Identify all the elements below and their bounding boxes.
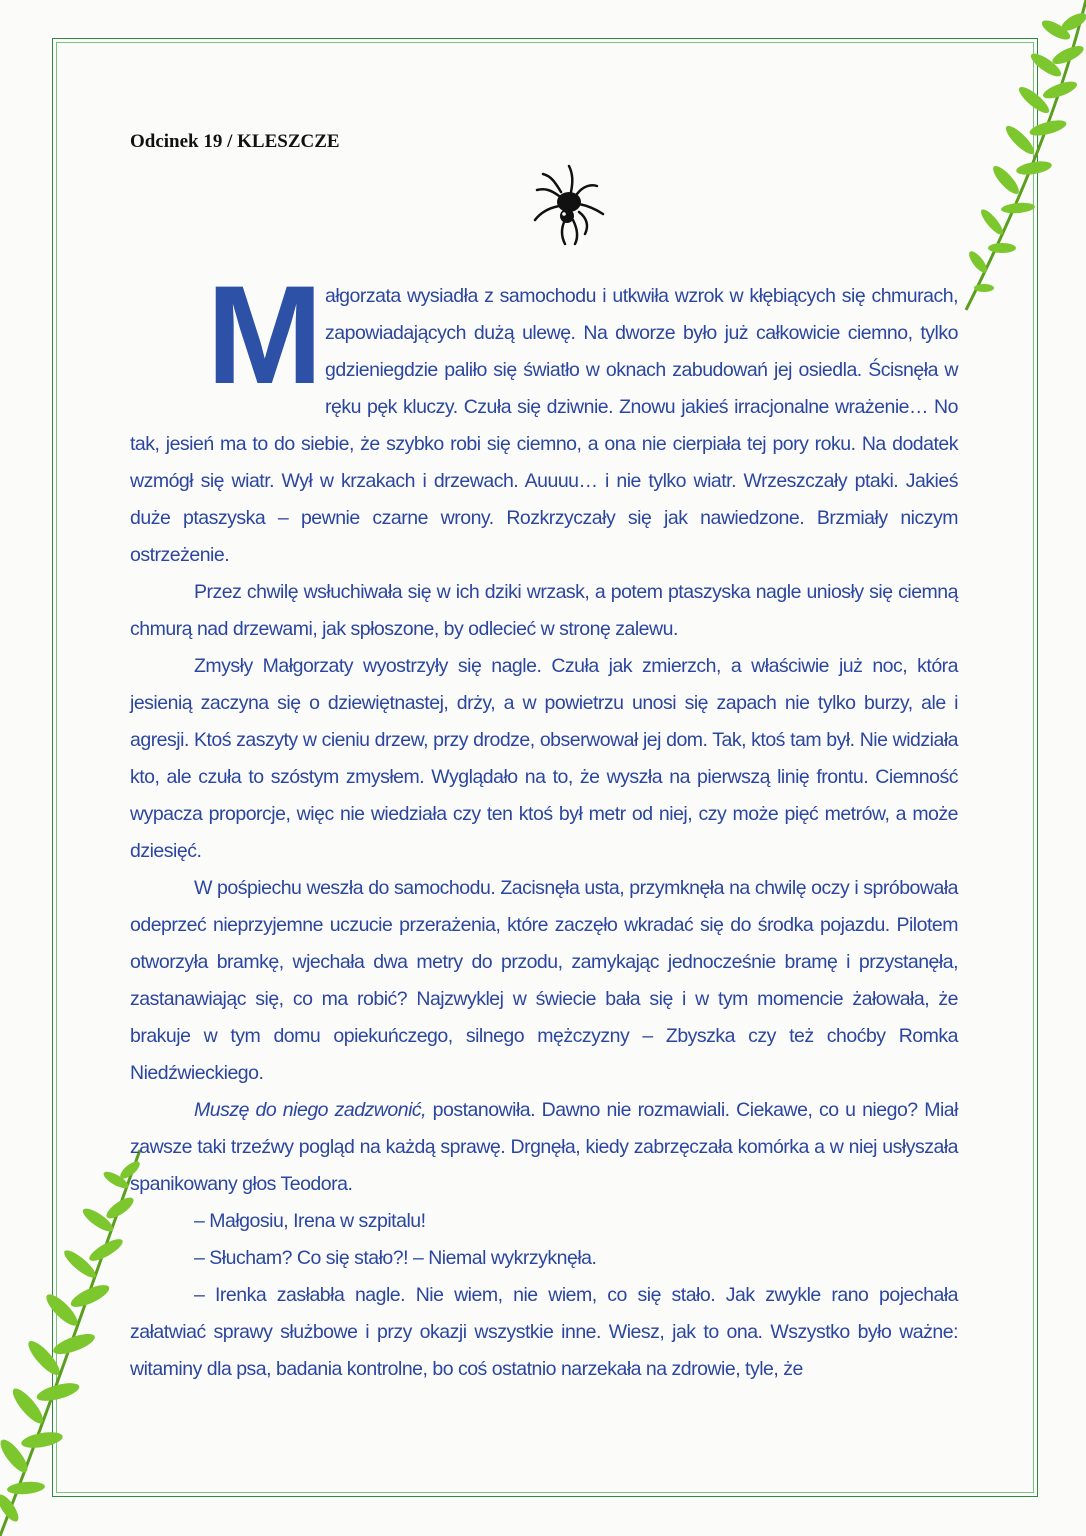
drop-cap: M — [206, 256, 319, 413]
dialogue-line: – Irenka zasłabła nagle. Nie wiem, nie wiem, co się stało. Jak zwykle rano pojechała załatwiać sprawy służbowe i przy okazji wszystkie inne. Wiesz, jak to ona. Wszystko było ważne: witaminy dla psa, badania kontrolne, bo coś ostatnio narzekała na zdrowie, tyle, że — [130, 1284, 958, 1380]
paragraph-text: ałgorzata wysiadła z samochodu i utkwiła wzrok w kłębiących się chmurach, zapowiadających dużą ulewę. Na dworze było już całkowicie ciemno, tylko gdzieniegdzie paliło się światło w oknach zabudowań jej osiedla. Ścisnęła w ręku pęk kluczy. Czuła się dziwnie. Znowu jakieś irracjonalne wrażenie… No tak, jesień ma to do siebie, że szybko robi się ciemno, a ona nie cierpiała tej pory roku. Na dodatek wzmógł się wiatr. Wył w krzakach i drzewach. Auuuu… i nie tylko wiatr. Wrzeszczały ptaki. Jakieś duże ptaszyska – pewnie czarne wrony. Rozkrzyczały się jak nawiedzone. Brzmiały niczym ostrzeżenie. — [130, 285, 958, 566]
paragraph: Przez chwilę wsłuchiwała się w ich dziki wrzask, a potem ptaszyska nagle uniosły się ciemną chmurą nad drzewami, jak spłoszone, by odlecieć w stronę zalewu. — [130, 581, 958, 640]
paragraph: W pośpiechu weszła do samochodu. Zacisnęła usta, przymknęła na chwilę oczy i spróbowała odeprzeć nieprzyjemne uczucie przerażenia, które zaczęło wkradać się do środka pojazdu. Pilotem otworzyła bramkę, wjechała dwa metry do przodu, zamykając jednocześnie bramę i przystanęła, zastanawiając się, co ma robić? Najzwyklej w świecie bała się i w tym momencie żałowała, że brakuje w tym domu opiekuńczego, silnego mężczyzny – Zbyszka czy też choćby Romka Niedźwieckiego. — [130, 877, 958, 1084]
dialogue-line: – Małgosiu, Irena w szpitalu! — [194, 1210, 426, 1232]
paragraph-text: postanowiła. Dawno nie rozmawiali. Ciekawe, co u niego? Miał zawsze taki trzeźwy pogląd na każdą sprawę. Drgnęła, kiedy zabrzęczała komórka a w niej usłyszała spanikowany głos Teodora. — [130, 1099, 958, 1195]
fern-icon — [956, 0, 1086, 330]
paragraph — [130, 1092, 958, 1203]
tick-icon — [527, 162, 613, 248]
dialogue-line: – Słucham? Co się stało?! – Niemal wykrzyknęła. — [194, 1247, 597, 1269]
fern-icon — [0, 1140, 150, 1536]
paragraph — [130, 256, 958, 574]
italic-thought: Muszę do niego zadzwonić, — [194, 1099, 427, 1121]
episode-header: Odcinek 19 / KLESZCZE — [130, 131, 340, 152]
paragraph: Zmysły Małgorzaty wyostrzyły się nagle. Czuła jak zmierzch, a właściwie już noc, która jesienią zaczyna się o dziewiętnastej, drży, a w powietrzu unosi się zapach nie tylko burzy, ale i agresji. Ktoś zaszyty w cieniu drzew, przy drodze, obserwował jej dom. Tak, ktoś tam był. Nie widziała kto, ale czuła to szóstym zmysłem. Wyglądało na to, że wyszła na pierwszą linię frontu. Ciemność wypacza proporcje, więc nie wiedziała czy ten ktoś był metr od niej, czy może pięć metrów, a może dziesięć. — [130, 655, 958, 862]
story-text — [130, 256, 958, 1388]
